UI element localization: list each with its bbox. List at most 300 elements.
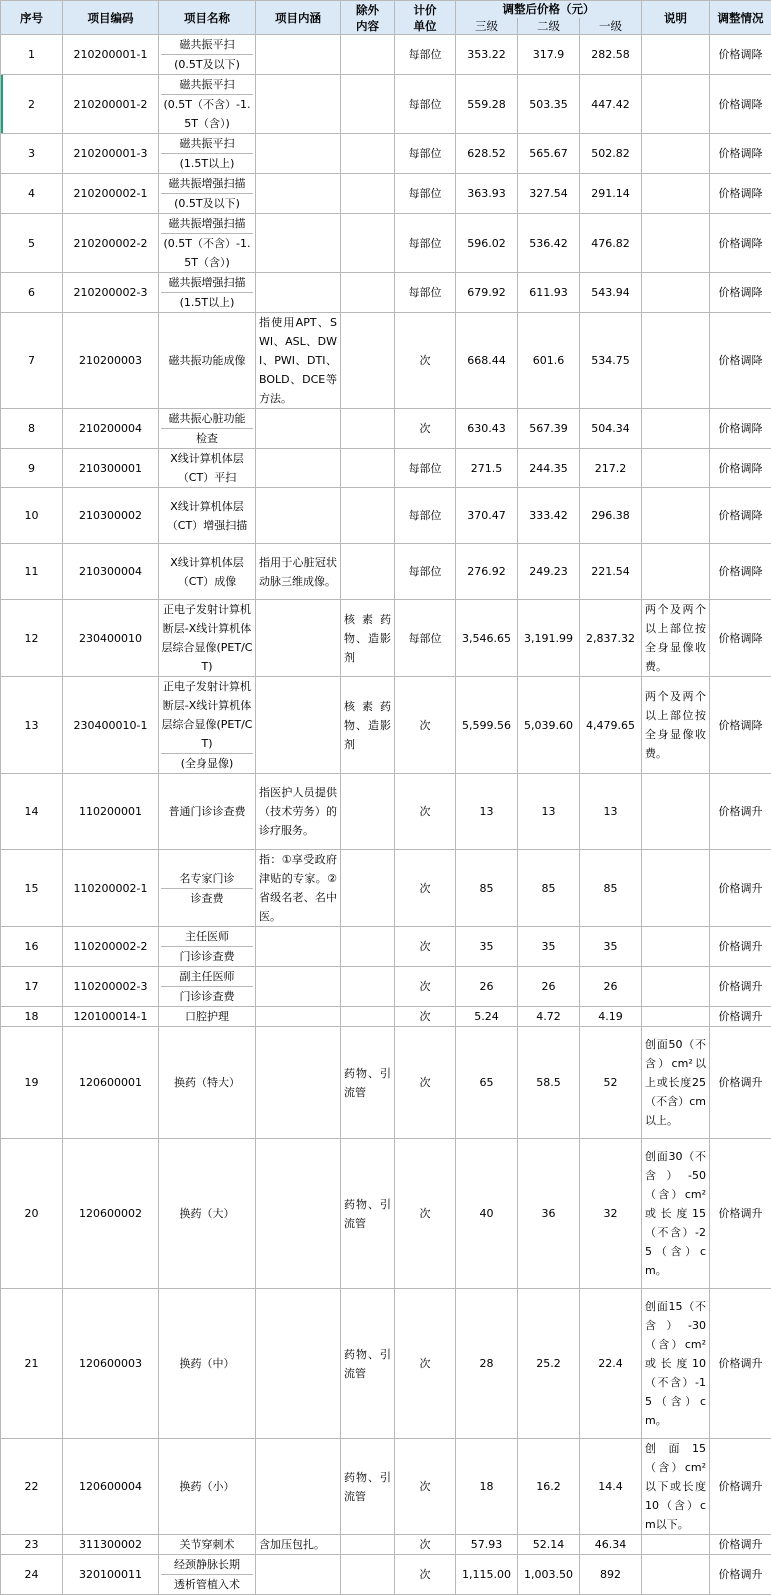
cell-price-level3: 13: [456, 774, 518, 850]
cell-price-level1: 2,837.32: [580, 600, 642, 677]
cell-code: 110200002-2: [63, 927, 159, 967]
cell-price-level2: 35: [518, 927, 580, 967]
cell-unit: 次: [395, 1007, 456, 1027]
cell-content: [256, 174, 341, 214]
cell-status: 价格调升: [710, 927, 771, 967]
cell-name: [159, 600, 256, 677]
cell-note: 两个及两个以上部位按全身显像收费。: [642, 600, 710, 677]
cell-price-level3: 353.22: [456, 35, 518, 75]
cell-code: 120600004: [63, 1439, 159, 1535]
cell-seq: 19: [1, 1027, 63, 1139]
cell-price-level1: 217.2: [580, 449, 642, 488]
header-price-group: 调整后价格（元）: [456, 1, 642, 18]
cell-price-level2: 4.72: [518, 1007, 580, 1027]
cell-code: 210200002-2: [63, 214, 159, 273]
cell-seq: 1: [1, 35, 63, 75]
cell-price-level2: 52.14: [518, 1535, 580, 1555]
cell-content: 指：①享受政府津贴的专家。②省级名老、名中医。: [256, 850, 341, 927]
cell-price-level1: 534.75: [580, 313, 642, 409]
cell-name: [159, 1139, 256, 1289]
cell-code: 120600003: [63, 1289, 159, 1439]
cell-seq: 9: [1, 449, 63, 488]
cell-name-part: 诊查费: [161, 888, 253, 908]
cell-unit: 次: [395, 677, 456, 774]
cell-name-part: 磁共振平扫: [161, 75, 253, 94]
cell-content: 指医护人员提供（技术劳务）的诊疗服务。: [256, 774, 341, 850]
cell-content: [256, 967, 341, 1007]
cell-unit: 次: [395, 1289, 456, 1439]
cell-content: [256, 35, 341, 75]
cell-name: [159, 677, 256, 774]
cell-content: [256, 449, 341, 488]
header-name: 项目名称: [159, 1, 256, 35]
cell-name-part: X线计算机体层（CT）成像: [161, 553, 253, 591]
cell-code: 110200002-3: [63, 967, 159, 1007]
cell-unit: 次: [395, 927, 456, 967]
cell-price-level1: 52: [580, 1027, 642, 1139]
cell-seq: 17: [1, 967, 63, 1007]
cell-name-part: 门诊诊查费: [161, 946, 253, 966]
table-row: [1, 1555, 771, 1595]
cell-content: [256, 1139, 341, 1289]
cell-excluded: [341, 134, 395, 174]
cell-price-level3: 363.93: [456, 174, 518, 214]
cell-price-level3: 596.02: [456, 214, 518, 273]
cell-content: [256, 1027, 341, 1139]
cell-name-part: 磁共振心脏功能: [161, 409, 253, 428]
cell-price-level2: 567.39: [518, 409, 580, 449]
cell-unit: 次: [395, 1439, 456, 1535]
cell-name: [159, 1439, 256, 1535]
cell-status: 价格调降: [710, 273, 771, 313]
cell-seq: 15: [1, 850, 63, 927]
cell-unit: 每部位: [395, 449, 456, 488]
cell-name-part: 副主任医师: [161, 967, 253, 986]
cell-price-level2: 5,039.60: [518, 677, 580, 774]
cell-code: 210200002-3: [63, 273, 159, 313]
cell-name: [159, 174, 256, 214]
cell-price-level3: 668.44: [456, 313, 518, 409]
table-row: [1, 1139, 771, 1289]
cell-price-level1: 504.34: [580, 409, 642, 449]
cell-price-level1: 26: [580, 967, 642, 1007]
cell-content: 指用于心脏冠状动脉三维成像。: [256, 544, 341, 600]
table-row: [1, 35, 771, 75]
cell-seq: 22: [1, 1439, 63, 1535]
table-row: [1, 600, 771, 677]
header-excluded: 除外 内容: [341, 1, 395, 35]
cell-content: [256, 134, 341, 174]
cell-code: 210200001-3: [63, 134, 159, 174]
cell-excluded: [341, 774, 395, 850]
cell-seq: 7: [1, 313, 63, 409]
table-row: [1, 273, 771, 313]
cell-price-level3: 1,115.00: [456, 1555, 518, 1595]
cell-seq: 23: [1, 1535, 63, 1555]
cell-name-part: 正电子发射计算机断层-X线计算机体层综合显像(PET/CT): [161, 677, 253, 753]
table-row: [1, 967, 771, 1007]
cell-content: [256, 677, 341, 774]
cell-name-part: 普通门诊诊查费: [161, 802, 253, 821]
header-status: 调整情况: [710, 1, 771, 35]
cell-price-level1: 296.38: [580, 488, 642, 544]
cell-code: 210200001-2: [63, 75, 159, 134]
cell-name-part: 正电子发射计算机断层-X线计算机体层综合显像(PET/CT): [161, 600, 253, 676]
cell-excluded: [341, 409, 395, 449]
cell-name: [159, 774, 256, 850]
cell-code: 210300004: [63, 544, 159, 600]
cell-name-part: 经颈静脉长期: [161, 1555, 253, 1574]
cell-code: 210200002-1: [63, 174, 159, 214]
cell-name-part: (0.5T及以下): [161, 54, 253, 74]
cell-price-level1: 447.42: [580, 75, 642, 134]
table-row: [1, 1027, 771, 1139]
header-code: 项目编码: [63, 1, 159, 35]
cell-note: [642, 35, 710, 75]
cell-unit: 次: [395, 1139, 456, 1289]
cell-status: 价格调降: [710, 409, 771, 449]
cell-name: [159, 850, 256, 927]
cell-price-level2: 333.42: [518, 488, 580, 544]
cell-content: [256, 488, 341, 544]
cell-price-level3: 57.93: [456, 1535, 518, 1555]
cell-status: 价格调降: [710, 174, 771, 214]
cell-name-part: 门诊诊查费: [161, 986, 253, 1006]
cell-name-part: 磁共振增强扫描: [161, 273, 253, 292]
cell-excluded: [341, 313, 395, 409]
cell-content: [256, 273, 341, 313]
cell-price-level2: 16.2: [518, 1439, 580, 1535]
cell-price-level1: 14.4: [580, 1439, 642, 1535]
cell-price-level2: 13: [518, 774, 580, 850]
cell-seq: 11: [1, 544, 63, 600]
cell-code: 230400010-1: [63, 677, 159, 774]
cell-status: 价格调降: [710, 313, 771, 409]
cell-code: 210200004: [63, 409, 159, 449]
cell-excluded: 核素药物、造影剂: [341, 600, 395, 677]
cell-unit: 每部位: [395, 75, 456, 134]
cell-name-part: 换药（特大）: [161, 1073, 253, 1092]
cell-code: 210300002: [63, 488, 159, 544]
cell-price-level1: 32: [580, 1139, 642, 1289]
cell-name-part: 换药（大）: [161, 1204, 253, 1223]
cell-note: 创面50（不含）cm²以上或长度25（不含）cm以上。: [642, 1027, 710, 1139]
cell-price-level2: 601.6: [518, 313, 580, 409]
cell-code: 210200001-1: [63, 35, 159, 75]
cell-seq: 4: [1, 174, 63, 214]
cell-price-level3: 370.47: [456, 488, 518, 544]
cell-code: 311300002: [63, 1535, 159, 1555]
table-row: [1, 409, 771, 449]
cell-name-part: 名专家门诊: [161, 869, 253, 888]
cell-excluded: [341, 214, 395, 273]
cell-price-level1: 502.82: [580, 134, 642, 174]
cell-content: 指使用APT、SWI、ASL、DWI、PWI、DTI、BOLD、DCE等方法。: [256, 313, 341, 409]
cell-note: [642, 1555, 710, 1595]
cell-unit: 次: [395, 409, 456, 449]
header-level2: 二级: [518, 18, 580, 35]
cell-excluded: [341, 1535, 395, 1555]
cell-content: [256, 1289, 341, 1439]
cell-price-level1: 476.82: [580, 214, 642, 273]
cell-price-level2: 3,191.99: [518, 600, 580, 677]
cell-unit: 每部位: [395, 273, 456, 313]
cell-price-level2: 1,003.50: [518, 1555, 580, 1595]
header-level1: 一级: [580, 18, 642, 35]
cell-name: [159, 1289, 256, 1439]
cell-note: [642, 488, 710, 544]
cell-code: 120100014-1: [63, 1007, 159, 1027]
cell-price-level3: 628.52: [456, 134, 518, 174]
cell-excluded: 核素药物、造影剂: [341, 677, 395, 774]
table-row: [1, 1007, 771, 1027]
cell-price-level1: 85: [580, 850, 642, 927]
cell-unit: 每部位: [395, 174, 456, 214]
cell-name-part: 磁共振增强扫描: [161, 214, 253, 233]
cell-price-level1: 221.54: [580, 544, 642, 600]
cell-code: 120600001: [63, 1027, 159, 1139]
cell-price-level3: 3,546.65: [456, 600, 518, 677]
cell-name-part: X线计算机体层（CT）平扫: [161, 449, 253, 487]
table-row: [1, 214, 771, 273]
cell-excluded: [341, 174, 395, 214]
cell-price-level3: 18: [456, 1439, 518, 1535]
cell-excluded: [341, 273, 395, 313]
cell-name: [159, 1007, 256, 1027]
cell-name-part: 磁共振功能成像: [161, 351, 253, 370]
cell-unit: 次: [395, 850, 456, 927]
cell-name-part: 磁共振增强扫描: [161, 174, 253, 193]
cell-price-level2: 565.67: [518, 134, 580, 174]
cell-content: [256, 214, 341, 273]
cell-code: 230400010: [63, 600, 159, 677]
cell-name-part: 磁共振平扫: [161, 35, 253, 54]
cell-unit: 次: [395, 1555, 456, 1595]
cell-price-level2: 36: [518, 1139, 580, 1289]
cell-excluded: [341, 544, 395, 600]
cell-status: 价格调升: [710, 850, 771, 927]
cell-seq: 14: [1, 774, 63, 850]
cell-note: [642, 1535, 710, 1555]
cell-unit: 每部位: [395, 214, 456, 273]
cell-price-level1: 46.34: [580, 1535, 642, 1555]
cell-name-part: 换药（小）: [161, 1477, 253, 1496]
cell-price-level3: 28: [456, 1289, 518, 1439]
cell-price-level2: 244.35: [518, 449, 580, 488]
cell-price-level3: 559.28: [456, 75, 518, 134]
cell-name: [159, 75, 256, 134]
table-row: [1, 1535, 771, 1555]
cell-unit: 次: [395, 774, 456, 850]
header-seq: 序号: [1, 1, 63, 35]
cell-code: 120600002: [63, 1139, 159, 1289]
cell-excluded: [341, 449, 395, 488]
cell-code: 210200003: [63, 313, 159, 409]
cell-price-level1: 892: [580, 1555, 642, 1595]
table-row: [1, 1289, 771, 1439]
cell-name-part: (0.5T（不含）-1.5T（含）): [161, 233, 253, 272]
cell-unit: 每部位: [395, 35, 456, 75]
cell-excluded: [341, 850, 395, 927]
cell-seq: 2: [1, 75, 63, 134]
cell-excluded: [341, 927, 395, 967]
cell-price-level3: 5,599.56: [456, 677, 518, 774]
cell-status: 价格调升: [710, 1139, 771, 1289]
cell-note: [642, 174, 710, 214]
cell-price-level3: 630.43: [456, 409, 518, 449]
cell-name: [159, 214, 256, 273]
cell-price-level2: 85: [518, 850, 580, 927]
cell-price-level2: 503.35: [518, 75, 580, 134]
table-row: [1, 313, 771, 409]
cell-content: [256, 1555, 341, 1595]
cell-price-level3: 276.92: [456, 544, 518, 600]
cell-excluded: 药物、引流管: [341, 1139, 395, 1289]
cell-status: 价格调降: [710, 600, 771, 677]
cell-excluded: [341, 35, 395, 75]
cell-name: [159, 273, 256, 313]
cell-content: 含加压包扎。: [256, 1535, 341, 1555]
cell-note: [642, 850, 710, 927]
cell-name-part: (1.5T以上): [161, 292, 253, 312]
cell-seq: 20: [1, 1139, 63, 1289]
cell-code: 110200002-1: [63, 850, 159, 927]
cell-seq: 3: [1, 134, 63, 174]
cell-seq: 21: [1, 1289, 63, 1439]
cell-note: [642, 449, 710, 488]
cell-note: [642, 967, 710, 1007]
cell-price-level3: 271.5: [456, 449, 518, 488]
cell-content: [256, 927, 341, 967]
cell-seq: 12: [1, 600, 63, 677]
cell-price-level2: 249.23: [518, 544, 580, 600]
cell-name: [159, 1555, 256, 1595]
cell-status: 价格调升: [710, 967, 771, 1007]
cell-price-level3: 5.24: [456, 1007, 518, 1027]
cell-excluded: [341, 967, 395, 1007]
cell-price-level1: 22.4: [580, 1289, 642, 1439]
cell-name-part: 换药（中）: [161, 1354, 253, 1373]
cell-unit: 次: [395, 967, 456, 1007]
cell-status: 价格调降: [710, 75, 771, 134]
table-row: [1, 449, 771, 488]
cell-name: [159, 35, 256, 75]
cell-price-level1: 4,479.65: [580, 677, 642, 774]
cell-excluded: [341, 1555, 395, 1595]
cell-name: [159, 967, 256, 1007]
cell-status: 价格调升: [710, 1007, 771, 1027]
cell-name-part: 主任医师: [161, 927, 253, 946]
table-row: [1, 677, 771, 774]
cell-status: 价格调升: [710, 1555, 771, 1595]
header-unit: 计价 单位: [395, 1, 456, 35]
cell-seq: 13: [1, 677, 63, 774]
cell-name-part: (1.5T以上): [161, 153, 253, 173]
cell-unit: 次: [395, 1535, 456, 1555]
cell-price-level1: 13: [580, 774, 642, 850]
cell-seq: 5: [1, 214, 63, 273]
cell-price-level3: 35: [456, 927, 518, 967]
cell-status: 价格调升: [710, 1027, 771, 1139]
cell-name-part: X线计算机体层（CT）增强扫描: [161, 497, 253, 535]
cell-unit: 次: [395, 1027, 456, 1139]
header-note: 说明: [642, 1, 710, 35]
cell-content: [256, 1007, 341, 1027]
cell-name: [159, 449, 256, 488]
cell-excluded: [341, 488, 395, 544]
cell-note: [642, 313, 710, 409]
cell-name: [159, 313, 256, 409]
cell-price-level3: 85: [456, 850, 518, 927]
table-body: [1, 35, 771, 1595]
table-row: [1, 774, 771, 850]
cell-seq: 10: [1, 488, 63, 544]
cell-status: 价格调降: [710, 449, 771, 488]
cell-status: 价格调升: [710, 774, 771, 850]
table-row: [1, 927, 771, 967]
table-row: [1, 134, 771, 174]
table-row: [1, 544, 771, 600]
cell-status: 价格调升: [710, 1439, 771, 1535]
cell-price-level2: 25.2: [518, 1289, 580, 1439]
cell-excluded: 药物、引流管: [341, 1027, 395, 1139]
cell-content: [256, 600, 341, 677]
cell-seq: 6: [1, 273, 63, 313]
cell-price-level1: 35: [580, 927, 642, 967]
cell-status: 价格调降: [710, 677, 771, 774]
table-row: [1, 1439, 771, 1535]
cell-status: 价格调升: [710, 1535, 771, 1555]
cell-note: 创面30（不含）-50（含）cm²或长度15（不含）-25（含）cm。: [642, 1139, 710, 1289]
table-row: [1, 488, 771, 544]
cell-seq: 16: [1, 927, 63, 967]
cell-price-level3: 65: [456, 1027, 518, 1139]
cell-price-level3: 679.92: [456, 273, 518, 313]
cell-note: 创面15（含）cm²以下或长度10（含）cm以下。: [642, 1439, 710, 1535]
cell-unit: 每部位: [395, 544, 456, 600]
cell-excluded: 药物、引流管: [341, 1439, 395, 1535]
cell-price-level1: 282.58: [580, 35, 642, 75]
cell-price-level2: 58.5: [518, 1027, 580, 1139]
cell-status: 价格调降: [710, 214, 771, 273]
header-content: 项目内涵: [256, 1, 341, 35]
cell-code: 110200001: [63, 774, 159, 850]
cell-note: [642, 273, 710, 313]
cell-unit: 每部位: [395, 134, 456, 174]
cell-code: 320100011: [63, 1555, 159, 1595]
cell-price-level2: 327.54: [518, 174, 580, 214]
cell-name: [159, 1027, 256, 1139]
cell-status: 价格调降: [710, 35, 771, 75]
cell-content: [256, 1439, 341, 1535]
cell-name: [159, 134, 256, 174]
cell-note: 创面15（不含）-30（含）cm²或长度10（不含）-15（含）cm。: [642, 1289, 710, 1439]
cell-status: 价格调降: [710, 488, 771, 544]
cell-content: [256, 409, 341, 449]
cell-status: 价格调升: [710, 1289, 771, 1439]
cell-name-part: 检查: [161, 428, 253, 448]
cell-name: [159, 488, 256, 544]
header-level3: 三级: [456, 18, 518, 35]
cell-excluded: [341, 1007, 395, 1027]
cell-name-part: 关节穿刺术: [161, 1535, 253, 1554]
cell-excluded: 药物、引流管: [341, 1289, 395, 1439]
cell-name-part: 磁共振平扫: [161, 134, 253, 153]
cell-name: [159, 409, 256, 449]
cell-note: [642, 75, 710, 134]
cell-content: [256, 75, 341, 134]
table-row: [1, 75, 771, 134]
